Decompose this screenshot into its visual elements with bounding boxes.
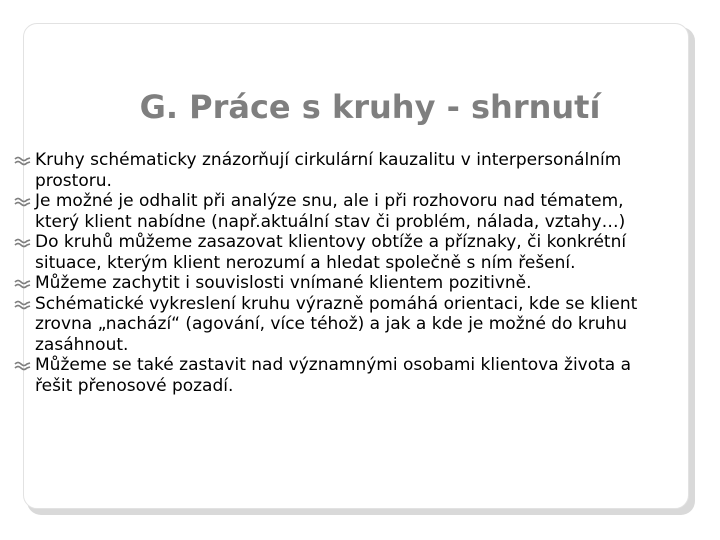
bullet-list: [14, 150, 664, 396]
bullet-item: [14, 294, 664, 356]
bullet-item: [14, 355, 664, 396]
bullet-text: Můžeme se také zastavit nad významnými osobami klientova života a řešit přenosové pozadí.: [35, 355, 632, 396]
bullet-text: Kruhy schématicky znázorňují cirkulární kauzalitu v interpersonálním prostoru.: [35, 150, 622, 191]
bullet-item: [14, 232, 664, 273]
bullet-text: Můžeme zachytit i souvislosti vnímané klientem pozitivně.: [35, 273, 532, 293]
slide-title: G. Práce s kruhy - shrnutí: [139, 88, 601, 126]
wavy-bullet-icon: [14, 299, 31, 310]
bullet-text: Schématické vykreslení kruhu výrazně pomáhá orientaci, kde se klient zrovna „nachází“ (agování, více téhož) a jak a kde je možné do kruhu zasáhnout.: [35, 293, 638, 355]
wavy-bullet-icon: [14, 278, 31, 289]
wavy-bullet-icon: [14, 237, 31, 248]
bullet-item: [14, 150, 664, 191]
bullet-text: Do kruhů můžeme zasazovat klientovy obtíže a příznaky, či konkrétní situace, kterým klient nerozumí a hledat společně s ním řešení.: [35, 232, 627, 273]
bullet-text: Je možné je odhalit při analýze snu, ale i při rozhovoru nad tématem, který klient nabídne (např.aktuální stav či problém, nálada, vztahy…): [35, 191, 626, 232]
wavy-bullet-icon: [14, 155, 31, 166]
wavy-bullet-icon: [14, 360, 31, 371]
wavy-bullet-icon: [14, 196, 31, 207]
bullet-item: [14, 273, 664, 294]
bullet-item: [14, 191, 664, 232]
